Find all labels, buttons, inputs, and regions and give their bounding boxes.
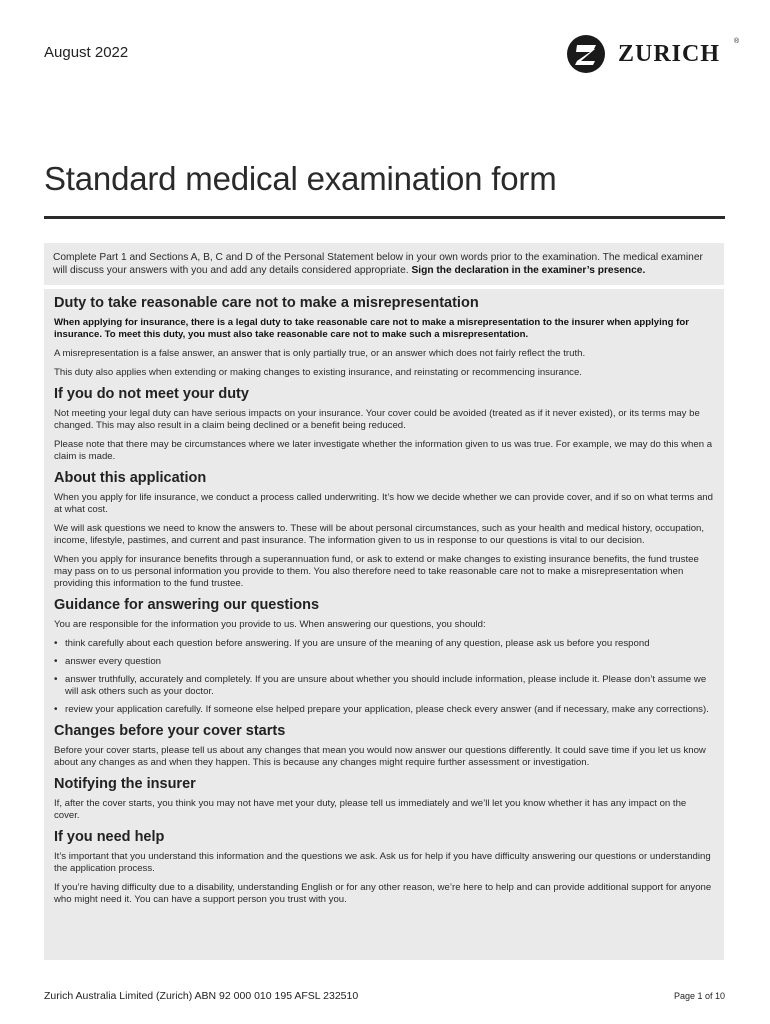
section-heading-not-meet: If you do not meet your duty	[54, 386, 249, 402]
zurich-logo	[566, 34, 746, 74]
duty-paragraph-3: This duty also applies when extending or making changes to existing insurance, and reinstating or recommencing insurance.	[54, 367, 582, 378]
brand-name: ZURICH	[618, 41, 721, 67]
list-item: • answer truthfully, accurately and completely. If you are unsure about whether you should include information, please include it. Please don’t assume we will ask others such as your doctor.	[54, 674, 714, 698]
not-meet-paragraph-1: Not meeting your legal duty can have serious impacts on your insurance. Your cover could be avoided (treated as if it never existed), or its terms may be changed. This may also result in a claim being declined or a benefit being reduced.	[54, 408, 700, 431]
section-heading-duty: Duty to take reasonable care not to make a misrepresentation	[54, 295, 479, 311]
section-heading-about: About this application	[54, 470, 207, 486]
intro-instructions	[44, 243, 724, 285]
section-heading-changes: Changes before your cover starts	[54, 723, 286, 739]
guidance-paragraph-1: You are responsible for the information you provide to us. When answering our questions, you should:	[54, 619, 486, 630]
help-paragraph-1: It’s important that you understand this information and the questions we ask. Ask us for help if you have difficulty answering our questions or understanding the application process.	[54, 851, 711, 874]
duty-paragraph-2: A misrepresentation is a false answer, an answer that is only partially true, or an answer which does not fairly reflect the truth.	[54, 348, 586, 359]
intro-text: Complete Part 1 and Sections A, B, C and D of the Personal Statement below in your own words prior to the examination. The medical examiner will discuss your answers with you and add any details considered appropriate.	[53, 252, 703, 276]
about-paragraph-2: We will ask questions we need to know the answers to. These will be about personal circumstances, such as your health and medical history, occupation, income, lifestyle, pastimes, and current and past insurance. The information given to us in response to our questions is vital to our decision.	[54, 523, 705, 546]
guidance-list	[54, 638, 714, 716]
title-divider	[44, 216, 725, 219]
registered-mark: ®	[734, 38, 740, 45]
list-item: • think carefully about each question before answering. If you are unsure of the meaning of any question, please ask us before you respond	[54, 638, 714, 650]
page-title: Standard medical examination form	[44, 160, 557, 197]
help-paragraph-2: If you’re having difficulty due to a disability, understanding English or for any other reason, we’re here to help and can provide additional support for anyone who might need it. You can have a support person you trust with you.	[54, 882, 712, 905]
section-heading-help: If you need help	[54, 829, 165, 845]
not-meet-paragraph-2: Please note that there may be circumstances where we later investigate whether the information given to us was true. For example, we may do this when a claim is made.	[54, 439, 713, 462]
notifying-paragraph-1: If, after the cover starts, you think you may not have met your duty, please tell us immediately and we’ll let you know whether it has any impact on the cover.	[54, 798, 687, 821]
footer-company-info: Zurich Australia Limited (Zurich) ABN 92 000 010 195 AFSL 232510	[44, 990, 359, 1002]
intro-bold-text: Sign the declaration in the examiner’s presence.	[411, 264, 646, 276]
zurich-logo-icon	[566, 34, 606, 74]
information-panel	[44, 289, 724, 960]
section-heading-notifying: Notifying the insurer	[54, 776, 196, 792]
changes-paragraph-1: Before your cover starts, please tell us about any changes that mean you would now answer our questions differently. It could save time if you let us know about any changes as and when they happen. This is because any changes might require further assessment or investigation.	[54, 745, 706, 768]
about-paragraph-3: When you apply for insurance benefits through a superannuation fund, or ask to extend or make changes to existing insurance benefits, the fund trustee may pass on to us personal information you provide to them. You also therefore need to take reasonable care not to make a misrepresentation when providing this information to the fund trustee.	[54, 554, 699, 589]
list-item: • review your application carefully. If someone else helped prepare your application, please check every answer (and if necessary, make any corrections).	[54, 704, 714, 716]
page-number: Page 1 of 10	[674, 991, 726, 1001]
duty-paragraph-1: When applying for insurance, there is a legal duty to take reasonable care not to make a misrepresentation to the insurer when applying for insurance. To meet this duty, you must also take reasonable care not to make such a misrepresentation.	[54, 317, 689, 340]
about-paragraph-1: When you apply for life insurance, we conduct a process called underwriting. It’s how we decide whether we can provide cover, and if so on what terms and at what cost.	[54, 492, 713, 515]
document-date: August 2022	[44, 44, 129, 61]
section-heading-guidance: Guidance for answering our questions	[54, 597, 320, 613]
list-item: • answer every question	[54, 656, 714, 668]
